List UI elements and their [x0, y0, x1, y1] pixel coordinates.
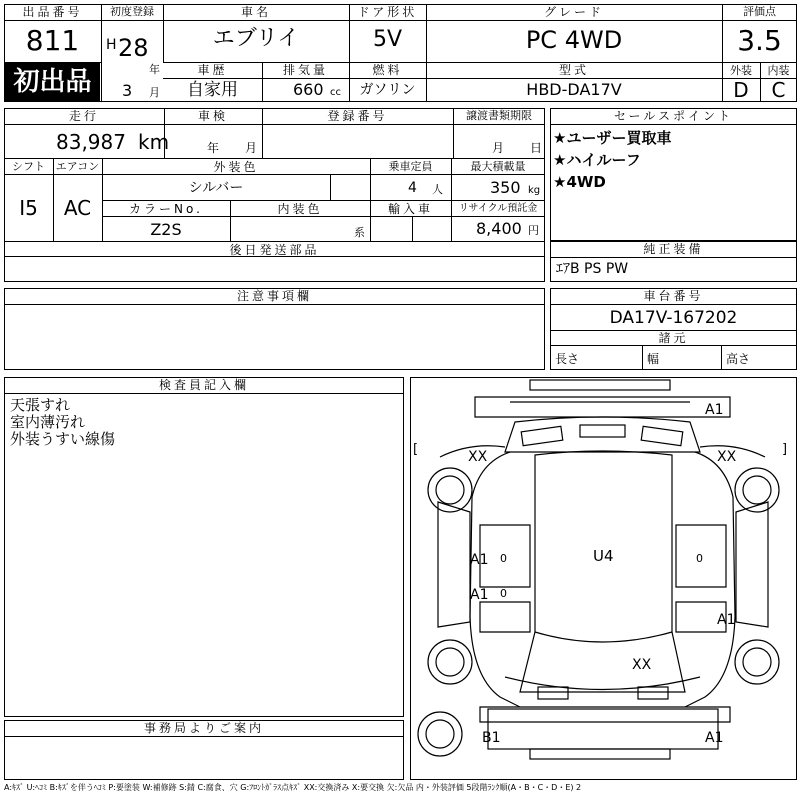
damage-mark-left-front-small: 0 [500, 552, 507, 565]
displacement: 660 [293, 80, 324, 99]
model-label: 型式 [558, 63, 589, 77]
shift: I5 [19, 196, 38, 220]
car-name: エブリイ [212, 26, 300, 51]
first-listing-badge: 初出品 [5, 63, 100, 101]
aircon: AC [63, 196, 92, 220]
bracket-left: [ [413, 442, 419, 457]
ext-color: シルバー [188, 180, 244, 196]
displacement-unit: cc [330, 87, 341, 98]
shift-label: シフト [12, 160, 45, 173]
sales-points-label: セールスポイント [614, 109, 733, 123]
import-label: 輸入車 [387, 202, 433, 216]
load-label: 最大積載量 [470, 160, 526, 173]
inspection-label: 車検 [197, 109, 228, 123]
damage-mark-right-rear-door: A1 [717, 612, 736, 628]
reg-year: 28 [118, 34, 149, 62]
inspector-note: 室内薄汚れ [10, 413, 86, 431]
recycle-label: リサイクル預託金 [458, 203, 538, 214]
era: H [106, 37, 117, 53]
notes-label: 注意事項欄 [236, 289, 312, 303]
transfer-day-unit: 日 [530, 141, 543, 155]
transfer-month-unit: 月 [492, 141, 505, 155]
fuel-label: 燃料 [372, 63, 403, 77]
later-parts-label: 後日発送部品 [229, 243, 320, 257]
insp-year-unit: 年 [207, 141, 220, 155]
int-color-label: 内装色 [277, 202, 323, 216]
capacity: 4 [408, 180, 417, 196]
damage-mark-left-rear-door: A1 [470, 587, 489, 603]
year-unit: 年 [149, 63, 160, 76]
fuel: ガソリン [359, 82, 416, 98]
inspector-note: 外装うすい線傷 [10, 430, 116, 448]
dims-label: 諸元 [658, 331, 689, 345]
displacement-label: 排気量 [282, 63, 328, 77]
load: 350 [490, 178, 521, 197]
inspector-label: 検査員記入欄 [158, 378, 249, 392]
sales-point: ★4WD [553, 173, 606, 191]
lot-label: 出品番号 [22, 5, 83, 19]
equipment-value: ｴｱB PS PW [556, 261, 629, 277]
car-name-label: 車名 [240, 5, 271, 19]
history: 自家用 [187, 80, 238, 100]
damage-mark-rear-right: A1 [705, 730, 724, 746]
vehicle-diagram [410, 377, 797, 780]
door-label: ドア形状 [357, 5, 418, 19]
mileage-label: 走行 [68, 109, 99, 123]
damage-mark-right-tire: XX [717, 449, 737, 465]
damage-mark-roof: U4 [593, 547, 614, 565]
first-reg-label: 初度登録 [110, 5, 154, 18]
bracket-right: ] [782, 442, 788, 457]
mileage-unit: km [138, 130, 170, 154]
grade: PC 4WD [525, 26, 623, 54]
reg-month: 3 [122, 81, 133, 100]
aircon-label: エアコン [55, 160, 100, 173]
history-label: 車歴 [197, 63, 228, 77]
damage-mark-left-tire: XX [468, 449, 488, 465]
sales-point: ★ハイルーフ [553, 151, 641, 169]
damage-mark-front-right: A1 [705, 402, 724, 418]
color-no: Z2S [150, 220, 182, 239]
month-unit: 月 [149, 86, 160, 99]
height-label: 高さ [726, 352, 751, 366]
grade-label: グレード [543, 5, 604, 19]
reg-number-label: 登録番号 [327, 109, 388, 123]
chassis-label: 車台番号 [643, 289, 704, 303]
insp-month-unit: 月 [245, 141, 258, 155]
office-label: 事務局よりご案内 [143, 721, 264, 735]
recycle-unit: 円 [528, 224, 539, 237]
lot-number: 811 [25, 24, 80, 57]
score-label: 評価点 [743, 5, 776, 18]
int-color-unit: 系 [354, 226, 365, 239]
model: HBD-DA17V [526, 80, 622, 99]
legend: A:ｷｽﾞ U:ﾍｺﾐ B:ｷｽﾞを伴うﾍｺﾐ P:要塗装 W:補修跡 S:錆 C:腐食、穴 G:ﾌﾛﾝﾄｶﾞﾗｽ点ｷｽﾞ XX:交換済み X:要交換 欠:欠品 内・外装評価 5段階ﾗﾝｸ順(A・B・C・D・E) 2 [4, 783, 582, 792]
capacity-unit: 人 [432, 183, 443, 196]
recycle: 8,400 [476, 219, 522, 238]
score: 3.5 [737, 24, 782, 57]
vehicle-outline [410, 377, 797, 780]
door-type: 5V [372, 27, 403, 52]
mileage: 83,987 [56, 130, 126, 154]
length-label: 長さ [555, 352, 580, 366]
width-label: 幅 [647, 352, 660, 366]
interior-label: 内装 [767, 64, 790, 77]
exterior-grade: D [733, 78, 749, 102]
equipment-label: 純正装備 [643, 242, 704, 256]
chassis-number: DA17V-167202 [609, 308, 738, 328]
damage-mark-right-front-small: 0 [696, 552, 703, 565]
damage-mark-left-front-door: A1 [470, 552, 489, 568]
damage-mark-left-rear-small: 0 [500, 587, 507, 600]
exterior-label: 外装 [730, 64, 752, 77]
damage-mark-cargo: XX [632, 657, 652, 673]
transfer-label: 譲渡書類期限 [466, 109, 532, 122]
interior-grade: C [771, 78, 786, 102]
capacity-label: 乗車定員 [388, 160, 433, 173]
sales-point: ★ユーザー買取車 [553, 129, 672, 147]
load-unit: kg [528, 185, 541, 196]
color-no-label: カラーNo. [129, 202, 203, 216]
ext-color-label: 外装色 [213, 160, 259, 174]
damage-mark-rear-left: B1 [482, 730, 501, 746]
inspector-note: 天張すれ [10, 396, 71, 414]
